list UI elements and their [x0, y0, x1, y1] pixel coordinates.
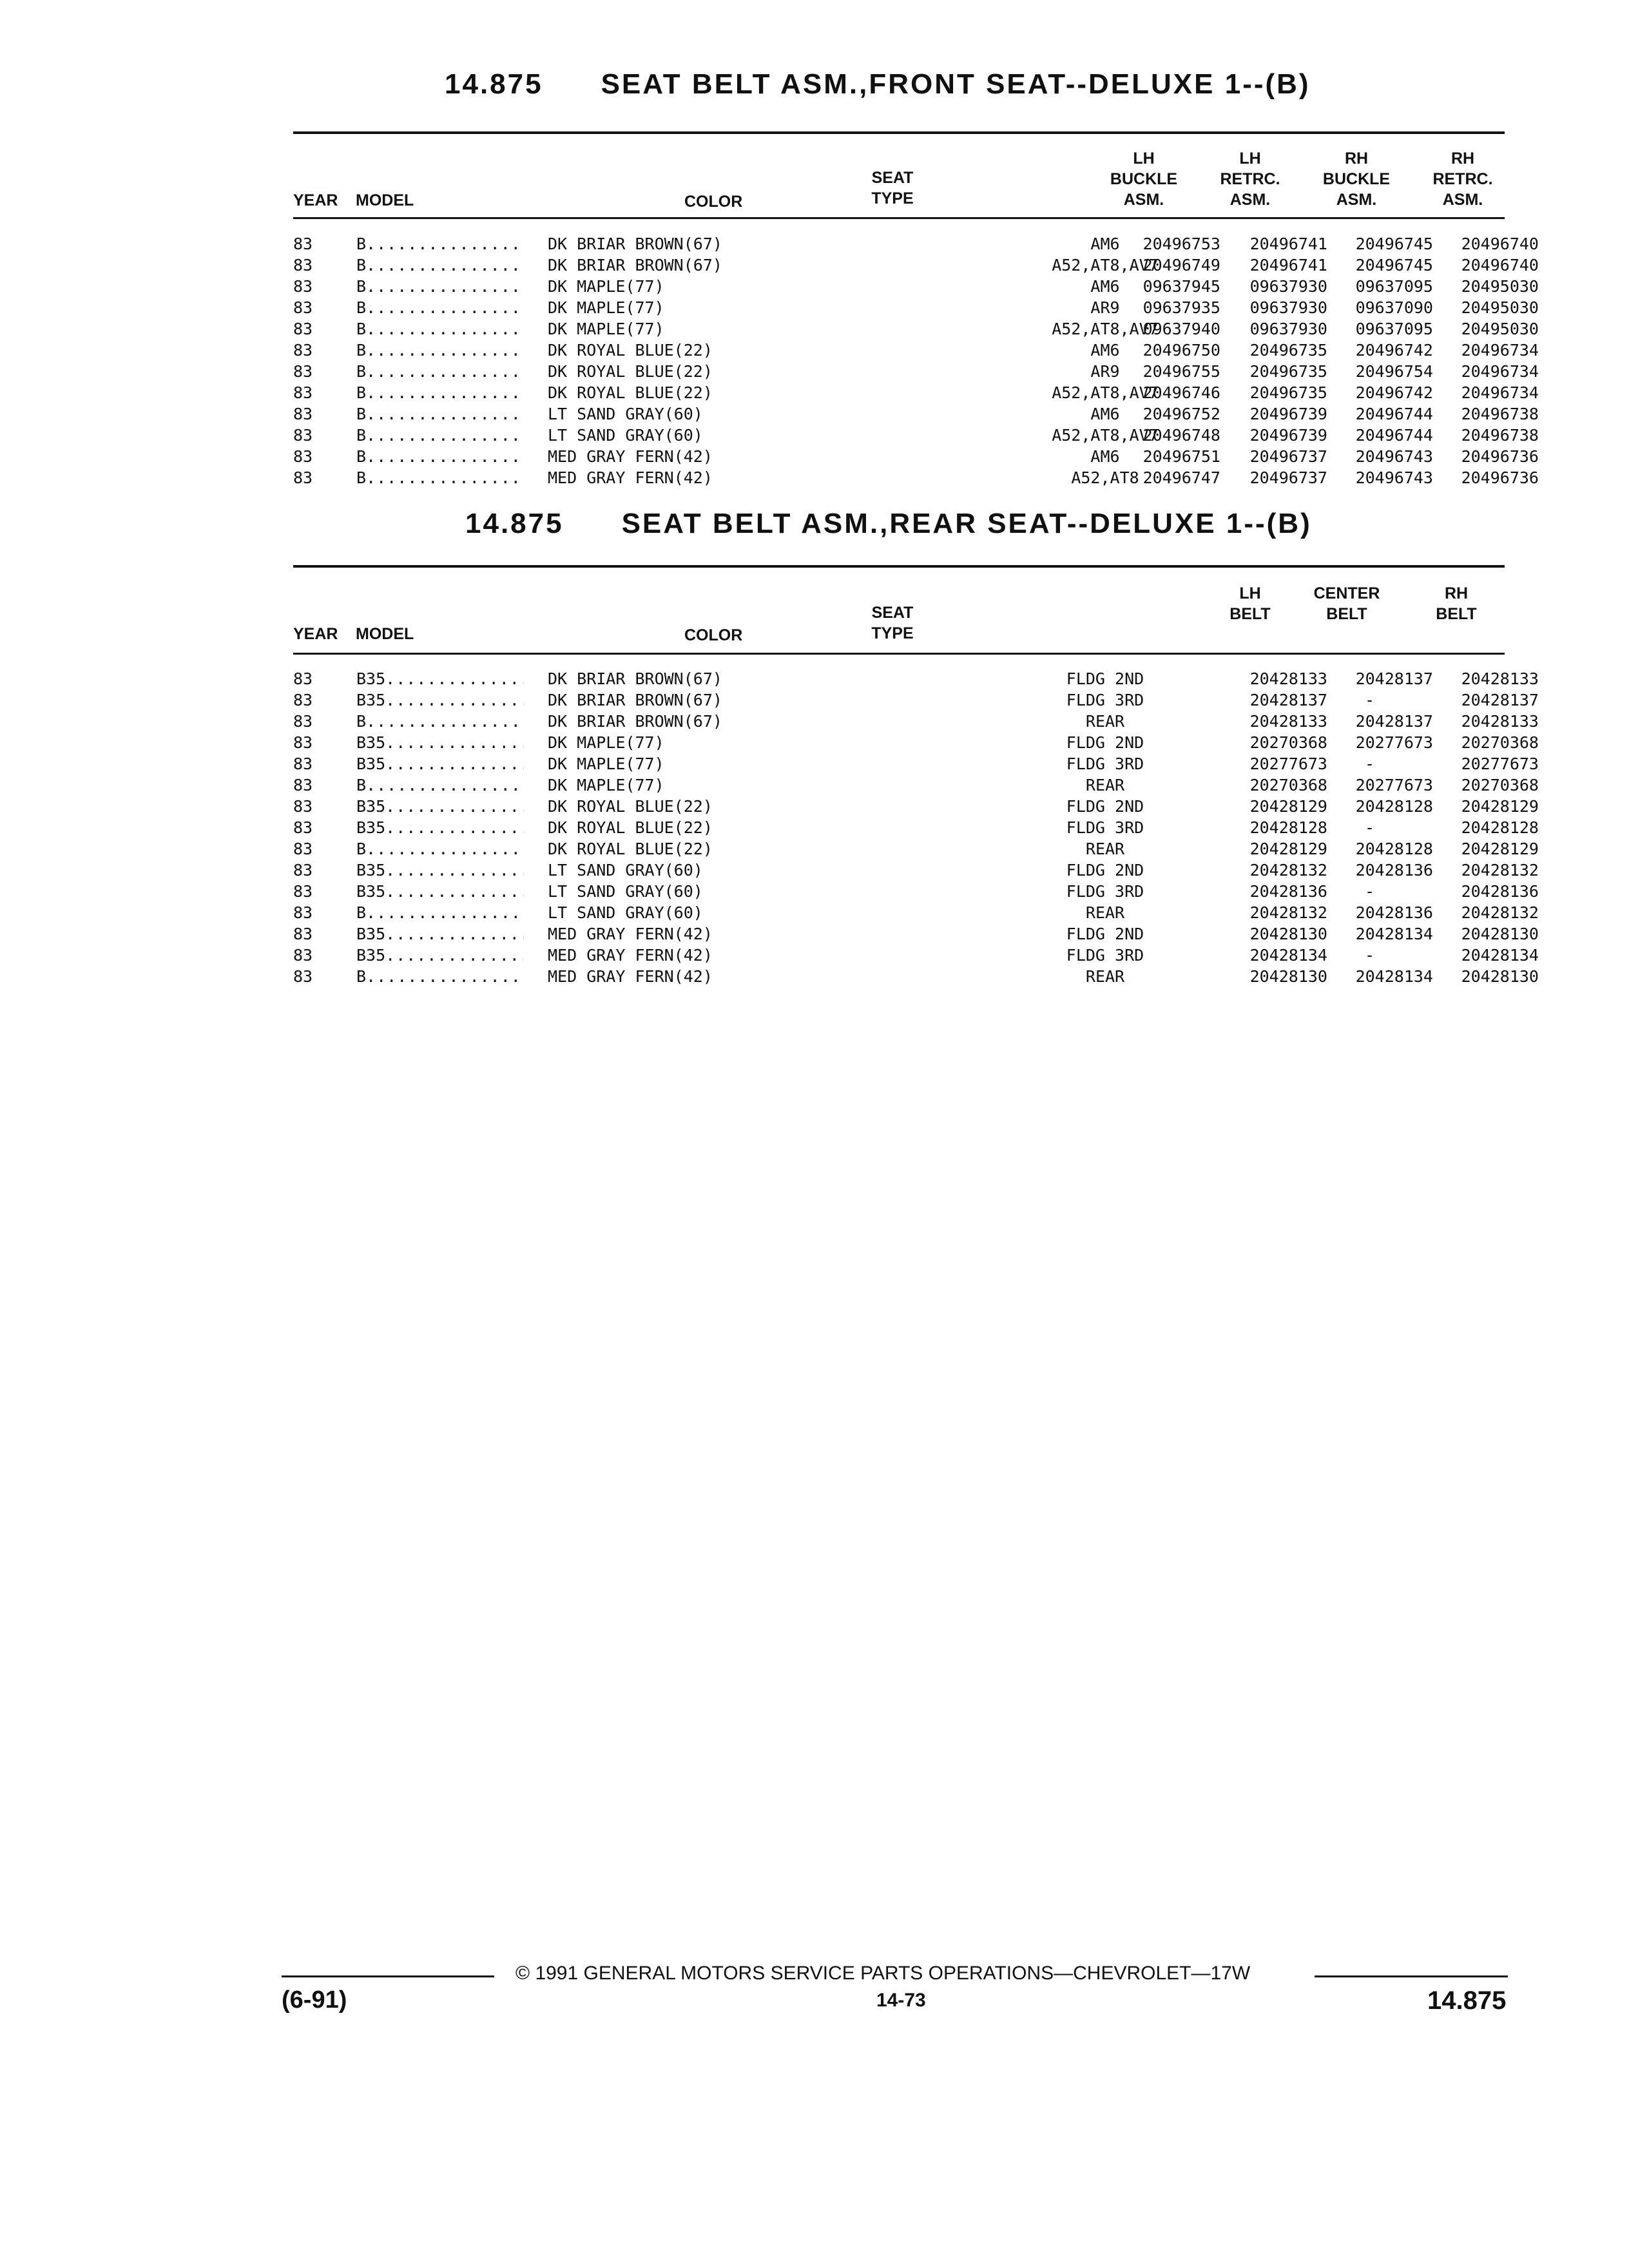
table-row [293, 774, 1539, 796]
seat-type-cell: AR9 [1090, 362, 1120, 381]
year-cell: 83 [293, 320, 313, 338]
rh-belt-cell: 20428130 [1461, 967, 1539, 986]
table-row [293, 425, 1539, 446]
seat-type-cell: FLDG 2ND [1066, 669, 1144, 688]
lh-belt-cell: 20428137 [1249, 691, 1327, 709]
table-row [293, 923, 1539, 945]
table-row [293, 881, 1539, 902]
model-cell: B ..... [356, 361, 524, 382]
table-row [293, 860, 1539, 881]
lh-belt-cell: 20428132 [1249, 903, 1327, 922]
table-row [293, 255, 1539, 276]
front-header-rule [293, 217, 1505, 219]
rh-belt-cell: 20428129 [1461, 840, 1539, 858]
color-cell: DK ROYAL BLUE(22) [548, 362, 713, 381]
lh-retrc-cell: 20496737 [1249, 447, 1327, 466]
table-row [293, 318, 1539, 340]
color-cell: DK ROYAL BLUE(22) [548, 383, 713, 402]
year-cell: 83 [293, 277, 313, 296]
color-cell: LT SAND GRAY(60) [548, 405, 703, 423]
year-cell: 83 [293, 383, 313, 402]
table-row [293, 446, 1539, 467]
seat-type-cell: FLDG 2ND [1066, 733, 1144, 752]
model-cell: B ..... [356, 276, 524, 297]
rear-header-color: COLOR [684, 626, 743, 644]
rh-belt-cell: 20428137 [1461, 691, 1539, 709]
color-cell: DK ROYAL BLUE(22) [548, 341, 713, 360]
year-cell: 83 [293, 405, 313, 423]
seat-type-cell: AR9 [1090, 298, 1120, 317]
center-belt-cell: 20428134 [1355, 925, 1433, 943]
table-row [293, 711, 1539, 732]
color-cell: DK MAPLE(77) [548, 298, 664, 317]
seat-type-cell: REAR [1085, 903, 1125, 922]
year-cell: 83 [293, 882, 313, 901]
model-cell: B35 ..... [356, 668, 524, 689]
seat-type-cell: REAR [1085, 712, 1125, 731]
rh-retrc-cell: 20495030 [1461, 298, 1539, 317]
rh-belt-cell: 20428130 [1461, 925, 1539, 943]
model-cell: B35 ..... [356, 945, 524, 966]
rh-belt-cell: 20428129 [1461, 797, 1539, 816]
lh-belt-cell: 20277673 [1249, 754, 1327, 773]
color-cell: DK BRIAR BROWN(67) [548, 669, 722, 688]
seat-type-cell: FLDG 3RD [1066, 882, 1144, 901]
center-belt-cell: 20428134 [1355, 967, 1433, 986]
table-row [293, 902, 1539, 923]
model-cell: B ..... [356, 297, 524, 318]
footer-date-code: (6-91) [282, 1986, 347, 2013]
center-belt-cell: 20428137 [1355, 669, 1433, 688]
seat-type-cell: FLDG 3RD [1066, 946, 1144, 965]
center-belt-cell: - [1364, 882, 1375, 901]
table-row [293, 382, 1539, 403]
lh-belt-cell: 20428130 [1249, 925, 1327, 943]
rear-header-model: MODEL [356, 625, 414, 643]
front-section-heading: SEAT BELT ASM.,FRONT SEAT--DELUXE 1--(B) [601, 68, 1311, 100]
rh-belt-cell: 20428132 [1461, 861, 1539, 879]
rh-buckle-cell: 20496744 [1355, 426, 1433, 445]
lh-belt-cell: 20428132 [1249, 861, 1327, 879]
color-cell: DK ROYAL BLUE(22) [548, 818, 713, 837]
year-cell: 83 [293, 712, 313, 731]
table-row [293, 340, 1539, 361]
lh-buckle-cell: 09637945 [1142, 277, 1220, 296]
color-cell: MED GRAY FERN(42) [548, 468, 713, 487]
seat-type-cell: FLDG 2ND [1066, 861, 1144, 879]
rear-section-heading: SEAT BELT ASM.,REAR SEAT--DELUXE 1--(B) [621, 508, 1312, 539]
lh-buckle-cell: 20496750 [1142, 341, 1220, 360]
rh-retrc-cell: 20496734 [1461, 383, 1539, 402]
center-belt-cell: 20277673 [1355, 776, 1433, 794]
seat-type-cell: AM6 [1090, 447, 1120, 466]
table-row [293, 945, 1539, 966]
color-cell: DK ROYAL BLUE(22) [548, 840, 713, 858]
model-cell: B ..... [356, 966, 524, 987]
lh-retrc-cell: 20496739 [1249, 426, 1327, 445]
year-cell: 83 [293, 861, 313, 879]
lh-retrc-cell: 20496741 [1249, 256, 1327, 274]
center-belt-cell: 20428136 [1355, 861, 1433, 879]
color-cell: MED GRAY FERN(42) [548, 946, 713, 965]
rh-buckle-cell: 20496742 [1355, 383, 1433, 402]
color-cell: DK MAPLE(77) [548, 776, 664, 794]
year-cell: 83 [293, 691, 313, 709]
center-belt-cell: - [1364, 818, 1375, 837]
front-header-model: MODEL [356, 191, 414, 209]
model-cell: B ..... [356, 425, 524, 446]
table-row [293, 361, 1539, 382]
rh-belt-cell: 20270368 [1461, 733, 1539, 752]
model-cell: B ..... [356, 902, 524, 923]
model-cell: B35 ..... [356, 732, 524, 753]
lh-retrc-cell: 09637930 [1249, 277, 1327, 296]
seat-type-cell: A52,AT8,AV7 [1052, 426, 1159, 445]
model-cell: B ..... [356, 838, 524, 860]
rh-belt-cell: 20277673 [1461, 754, 1539, 773]
footer-page-number: 14-73 [876, 1990, 926, 2011]
lh-belt-cell: 20428133 [1249, 712, 1327, 731]
table-row [293, 233, 1539, 255]
color-cell: MED GRAY FERN(42) [548, 967, 713, 986]
seat-type-cell: AM6 [1090, 235, 1120, 253]
year-cell: 83 [293, 776, 313, 794]
lh-belt-cell: 20428129 [1249, 840, 1327, 858]
table-row [293, 817, 1539, 838]
year-cell: 83 [293, 341, 313, 360]
center-belt-cell: - [1364, 754, 1375, 773]
center-belt-cell: 20428136 [1355, 903, 1433, 922]
rh-retrc-cell: 20495030 [1461, 320, 1539, 338]
front-header-rh-retrc: RH RETRC. ASM. [1432, 149, 1493, 209]
model-cell: B35 ..... [356, 796, 524, 817]
seat-type-cell: AM6 [1090, 405, 1120, 423]
model-cell: B35 ..... [356, 689, 524, 711]
table-row [293, 838, 1539, 860]
rh-belt-cell: 20428133 [1461, 712, 1539, 731]
rh-retrc-cell: 20496734 [1461, 341, 1539, 360]
rh-buckle-cell: 20496743 [1355, 447, 1433, 466]
rh-buckle-cell: 20496744 [1355, 405, 1433, 423]
color-cell: LT SAND GRAY(60) [548, 861, 703, 879]
color-cell: DK MAPLE(77) [548, 754, 664, 773]
year-cell: 83 [293, 818, 313, 837]
lh-retrc-cell: 20496741 [1249, 235, 1327, 253]
rh-belt-cell: 20428133 [1461, 669, 1539, 688]
rh-buckle-cell: 20496743 [1355, 468, 1433, 487]
front-header-lh-retrc: LH RETRC. ASM. [1220, 149, 1280, 209]
lh-belt-cell: 20270368 [1249, 776, 1327, 794]
color-cell: LT SAND GRAY(60) [548, 882, 703, 901]
year-cell: 83 [293, 925, 313, 943]
front-header-seat-type: SEAT TYPE [871, 169, 914, 207]
table-row [293, 753, 1539, 774]
year-cell: 83 [293, 256, 313, 274]
lh-belt-cell: 20428129 [1249, 797, 1327, 816]
center-belt-cell: 20428128 [1355, 840, 1433, 858]
model-cell: B35 ..... [356, 817, 524, 838]
seat-type-cell: FLDG 3RD [1066, 691, 1144, 709]
lh-retrc-cell: 09637930 [1249, 320, 1327, 338]
color-cell: MED GRAY FERN(42) [548, 447, 713, 466]
rear-section-title [465, 508, 1312, 540]
color-cell: DK ROYAL BLUE(22) [548, 797, 713, 816]
footer-rule-left [282, 1975, 494, 1977]
rear-header-rule [293, 653, 1505, 655]
lh-retrc-cell: 20496739 [1249, 405, 1327, 423]
front-header-rh-buckle: RH BUCKLE ASM. [1322, 149, 1391, 209]
lh-buckle-cell: 09637940 [1142, 320, 1220, 338]
center-belt-cell: 20428128 [1355, 797, 1433, 816]
rh-retrc-cell: 20496736 [1461, 468, 1539, 487]
rear-table [293, 668, 1539, 987]
rh-buckle-cell: 09637090 [1355, 298, 1433, 317]
rear-header-lh-belt: LH BELT [1229, 584, 1271, 623]
rear-header-rh-belt: RH BELT [1436, 584, 1477, 623]
lh-retrc-cell: 20496735 [1249, 383, 1327, 402]
lh-retrc-cell: 20496735 [1249, 341, 1327, 360]
center-belt-cell: - [1364, 691, 1375, 709]
year-cell: 83 [293, 362, 313, 381]
seat-type-cell: AM6 [1090, 341, 1120, 360]
model-cell: B ..... [356, 340, 524, 361]
lh-buckle-cell: 20496753 [1142, 235, 1220, 253]
model-cell: B35 ..... [356, 860, 524, 881]
rh-buckle-cell: 20496745 [1355, 256, 1433, 274]
rh-belt-cell: 20428128 [1461, 818, 1539, 837]
color-cell: DK BRIAR BROWN(67) [548, 235, 722, 253]
rh-buckle-cell: 20496742 [1355, 341, 1433, 360]
seat-type-cell: REAR [1085, 840, 1125, 858]
model-cell: B ..... [356, 233, 524, 255]
model-cell: B ..... [356, 711, 524, 732]
front-table [293, 233, 1539, 488]
seat-type-cell: A52,AT8 [1071, 468, 1139, 487]
table-row [293, 467, 1539, 488]
year-cell: 83 [293, 967, 313, 986]
lh-retrc-cell: 20496735 [1249, 362, 1327, 381]
lh-buckle-cell: 20496752 [1142, 405, 1220, 423]
year-cell: 83 [293, 754, 313, 773]
model-cell: B ..... [356, 382, 524, 403]
rh-buckle-cell: 20496754 [1355, 362, 1433, 381]
rear-top-rule [293, 565, 1505, 568]
seat-type-cell: REAR [1085, 967, 1125, 986]
lh-belt-cell: 20270368 [1249, 733, 1327, 752]
table-row [293, 297, 1539, 318]
rh-belt-cell: 20428136 [1461, 882, 1539, 901]
lh-buckle-cell: 20496747 [1142, 468, 1220, 487]
rear-header-year: YEAR [293, 625, 338, 643]
seat-type-cell: REAR [1085, 776, 1125, 794]
seat-type-cell: A52,AT8,AV7 [1052, 383, 1159, 402]
year-cell: 83 [293, 797, 313, 816]
center-belt-cell: 20428137 [1355, 712, 1433, 731]
center-belt-cell: - [1364, 946, 1375, 965]
front-section-number: 14.875 [445, 68, 543, 100]
footer-copyright: © 1991 GENERAL MOTORS SERVICE PARTS OPERATIONS—CHEVROLET—17W [516, 1963, 1251, 1984]
seat-type-cell: FLDG 2ND [1066, 797, 1144, 816]
color-cell: LT SAND GRAY(60) [548, 903, 703, 922]
lh-belt-cell: 20428128 [1249, 818, 1327, 837]
year-cell: 83 [293, 298, 313, 317]
color-cell: MED GRAY FERN(42) [548, 925, 713, 943]
year-cell: 83 [293, 235, 313, 253]
rear-header-center-belt: CENTER BELT [1313, 584, 1380, 623]
table-row [293, 276, 1539, 297]
rh-retrc-cell: 20496736 [1461, 447, 1539, 466]
color-cell: DK MAPLE(77) [548, 733, 664, 752]
model-cell: B35 ..... [356, 923, 524, 945]
model-cell: B ..... [356, 774, 524, 796]
model-cell: B ..... [356, 255, 524, 276]
year-cell: 83 [293, 733, 313, 752]
rh-buckle-cell: 20496745 [1355, 235, 1433, 253]
rh-retrc-cell: 20495030 [1461, 277, 1539, 296]
seat-type-cell: FLDG 3RD [1066, 754, 1144, 773]
table-row [293, 403, 1539, 425]
rh-buckle-cell: 09637095 [1355, 277, 1433, 296]
rh-retrc-cell: 20496734 [1461, 362, 1539, 381]
lh-buckle-cell: 20496755 [1142, 362, 1220, 381]
rh-belt-cell: 20428132 [1461, 903, 1539, 922]
year-cell: 83 [293, 426, 313, 445]
seat-type-cell: AM6 [1090, 277, 1120, 296]
front-header-lh-buckle: LH BUCKLE ASM. [1110, 149, 1178, 209]
seat-type-cell: FLDG 3RD [1066, 818, 1144, 837]
model-cell: B35 ..... [356, 753, 524, 774]
lh-buckle-cell: 09637935 [1142, 298, 1220, 317]
lh-belt-cell: 20428133 [1249, 669, 1327, 688]
front-section-title [445, 68, 1311, 101]
lh-buckle-cell: 20496749 [1142, 256, 1220, 274]
year-cell: 83 [293, 447, 313, 466]
model-cell: B ..... [356, 318, 524, 340]
year-cell: 83 [293, 903, 313, 922]
footer-section-number: 14.875 [1427, 1986, 1507, 2015]
year-cell: 83 [293, 669, 313, 688]
lh-buckle-cell: 20496748 [1142, 426, 1220, 445]
rh-belt-cell: 20428134 [1461, 946, 1539, 965]
rh-belt-cell: 20270368 [1461, 776, 1539, 794]
color-cell: LT SAND GRAY(60) [548, 426, 703, 445]
lh-retrc-cell: 20496737 [1249, 468, 1327, 487]
rh-retrc-cell: 20496740 [1461, 256, 1539, 274]
front-header-year: YEAR [293, 191, 338, 209]
rh-buckle-cell: 09637095 [1355, 320, 1433, 338]
year-cell: 83 [293, 840, 313, 858]
color-cell: DK BRIAR BROWN(67) [548, 712, 722, 731]
rear-section-number: 14.875 [465, 508, 564, 539]
table-row [293, 966, 1539, 987]
lh-belt-cell: 20428136 [1249, 882, 1327, 901]
model-cell: B ..... [356, 467, 524, 488]
table-row [293, 689, 1539, 711]
rh-retrc-cell: 20496738 [1461, 426, 1539, 445]
color-cell: DK MAPLE(77) [548, 277, 664, 296]
seat-type-cell: A52,AT8,AV7 [1052, 320, 1159, 338]
rear-header-seat-type: SEAT TYPE [871, 604, 914, 642]
lh-retrc-cell: 09637930 [1249, 298, 1327, 317]
seat-type-cell: A52,AT8,AV7 [1052, 256, 1159, 274]
rh-retrc-cell: 20496740 [1461, 235, 1539, 253]
footer-rule-right [1315, 1975, 1508, 1977]
color-cell: DK BRIAR BROWN(67) [548, 691, 722, 709]
table-row [293, 796, 1539, 817]
seat-type-cell: FLDG 2ND [1066, 925, 1144, 943]
center-belt-cell: 20277673 [1355, 733, 1433, 752]
front-header-color: COLOR [684, 193, 743, 211]
model-cell: B ..... [356, 446, 524, 467]
year-cell: 83 [293, 946, 313, 965]
table-row [293, 732, 1539, 753]
year-cell: 83 [293, 468, 313, 487]
front-top-rule [293, 131, 1505, 134]
lh-buckle-cell: 20496751 [1142, 447, 1220, 466]
lh-buckle-cell: 20496746 [1142, 383, 1220, 402]
model-cell: B35 ..... [356, 881, 524, 902]
model-cell: B ..... [356, 403, 524, 425]
table-row [293, 668, 1539, 689]
color-cell: DK BRIAR BROWN(67) [548, 256, 722, 274]
lh-belt-cell: 20428134 [1249, 946, 1327, 965]
rh-retrc-cell: 20496738 [1461, 405, 1539, 423]
lh-belt-cell: 20428130 [1249, 967, 1327, 986]
color-cell: DK MAPLE(77) [548, 320, 664, 338]
